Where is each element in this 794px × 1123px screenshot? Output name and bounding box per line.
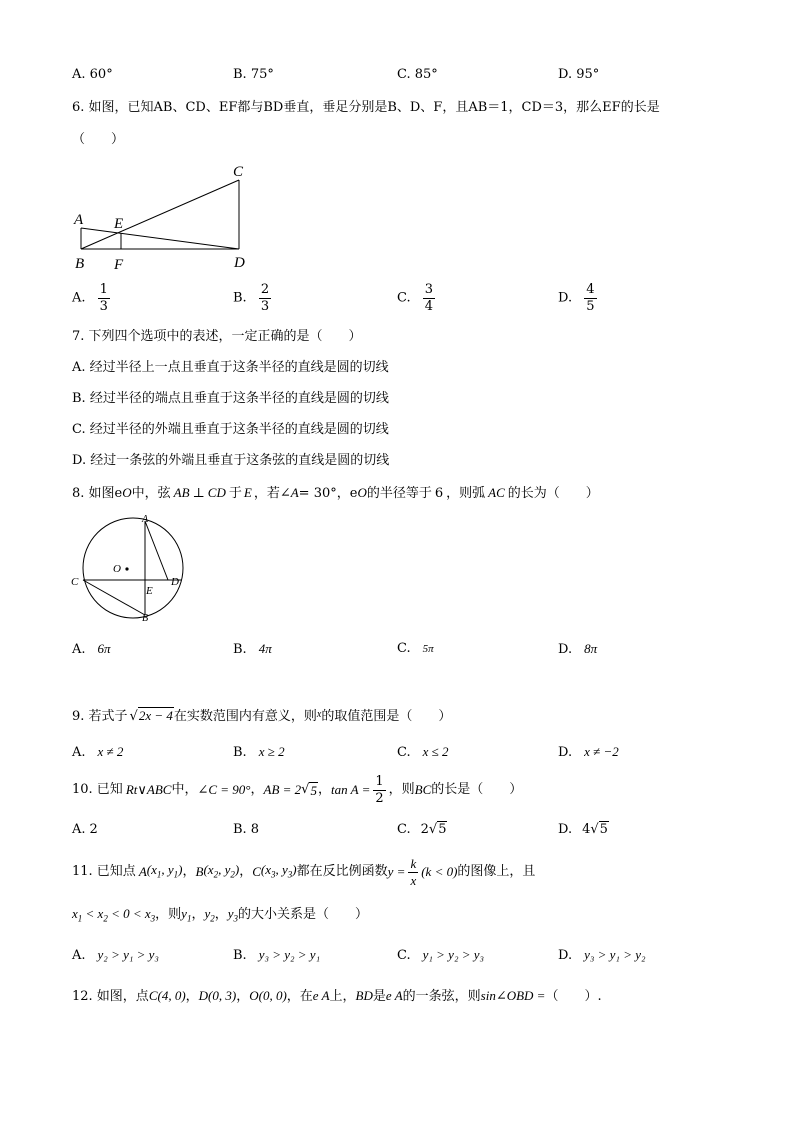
q6-figure: [70, 160, 260, 275]
q8-label-d: D: [171, 576, 179, 588]
q10-option-d: D. 4√5: [558, 822, 608, 837]
q8-label-b: B: [142, 613, 149, 624]
q5-option-b: B. 75°: [233, 67, 274, 82]
q12-stem: 12. 如图，点C(4, 0)，D(0, 3)，O(0, 0)，在e A上，BD是e A的一条弦，则sin∠OBD =（ ）.: [72, 988, 602, 1004]
q11-stem-line1: 11. 已知点 A ($x_1$, $y_1$) ， B ($x_2$, $y_2$) ， C ($x_3$, $y_3$) 都在反比例函数 y = $\frac{k}{x}$ (k < 0) 的图像上，且: [72, 855, 536, 888]
q11-stem-line2: $x_1 < x_2 < 0 < x_3$，则$y_1$，$y_2$，$y_3$的大小关系是（ ）: [72, 906, 369, 924]
q6-stem: 6. 如图，已知AB、CD、EF都与BD垂直，垂足分别是B、D、F，且AB＝1，CD＝3，那么EF的长是: [72, 100, 660, 115]
q6-label-b: B: [75, 256, 85, 272]
q8-figure: [68, 512, 188, 624]
q6-option-a: A. $\frac{1}{3}$: [72, 282, 108, 314]
q6-option-d: D. $\frac{4}{5}$: [558, 282, 595, 314]
q10-option-b: B. 8: [233, 822, 259, 837]
q6-label-c: C: [233, 164, 244, 180]
q5-option-c: C. 85°: [397, 67, 438, 82]
q8-label-c: C: [71, 576, 79, 588]
q10-option-c: C. 2√5: [397, 822, 447, 837]
q6-label-a: A: [74, 212, 84, 228]
q9-option-a: A. x ≠ 2: [72, 744, 124, 760]
q8-label-o: O: [113, 563, 121, 575]
q10-stem: 10. 已知 Rt∨ABC 中， ∠C = 90° ， AB = 2 √ 5 ， tan A = $\frac{1}{2}$ ，则 BC 的长是（ ）: [72, 773, 523, 806]
q8-option-b: B. 4π: [233, 641, 272, 657]
q6-option-c: C. $\frac{3}{4}$: [397, 282, 434, 314]
q5-option-a: A. 60°: [72, 67, 113, 82]
q6-label-e: E: [114, 216, 124, 232]
q9-option-b: B. x ≥ 2: [233, 744, 285, 760]
q7-option-d: D. 经过一条弦的外端且垂直于这条弦的直线是圆的切线: [72, 453, 390, 468]
q11-option-a: A. y₂ > y₁ > y₃: [72, 947, 159, 963]
q6-label-d: D: [234, 255, 245, 271]
q7-option-c: C. 经过半径的外端且垂直于这条半径的直线是圆的切线: [72, 422, 389, 437]
q7-stem: 7. 下列四个选项中的表述，一定正确的是（ ）: [72, 329, 362, 344]
q8-option-c: C. 5π: [397, 641, 434, 656]
q8-center-dot: [125, 567, 128, 570]
q9-stem: 9. 若式子 √2x − 4在实数范围内有意义，则$^x$的取值范围是（ ）: [72, 708, 452, 724]
q7-option-a: A. 经过半径上一点且垂直于这条半径的直线是圆的切线: [72, 360, 389, 375]
q11-option-c: C. y₁ > y₂ > y₃: [397, 947, 485, 963]
q9-option-c: C. x ≤ 2: [397, 744, 449, 760]
q9-option-d: D. x ≠ −2: [558, 744, 619, 760]
q8-option-d: D. 8π: [558, 641, 598, 657]
q11-option-d: D. y₃ > y₁ > y₂: [558, 947, 646, 963]
q10-option-a: A. 2: [72, 822, 98, 837]
q11-option-b: B. y₃ > y₂ > y₁: [233, 947, 321, 963]
q8-stem: 8. 如图eO中，弦 AB ⊥ CD 于 E ，若∠A= 30°，eO的半径等于 6 ，则弧 AC 的长为（ ）: [72, 485, 599, 501]
q5-option-d: D. 95°: [558, 67, 600, 82]
q6-answer-paren: （ ）: [72, 132, 125, 147]
q6-label-f: F: [114, 257, 124, 273]
q8-label-a: A: [142, 514, 149, 525]
q8-option-a: A. 6π: [72, 641, 111, 657]
q7-option-b: B. 经过半径的端点且垂直于这条半径的直线是圆的切线: [72, 391, 389, 406]
q8-circle: [83, 518, 183, 618]
q6-option-b: B. $\frac{2}{3}$: [233, 282, 270, 314]
q8-label-e: E: [146, 585, 153, 597]
